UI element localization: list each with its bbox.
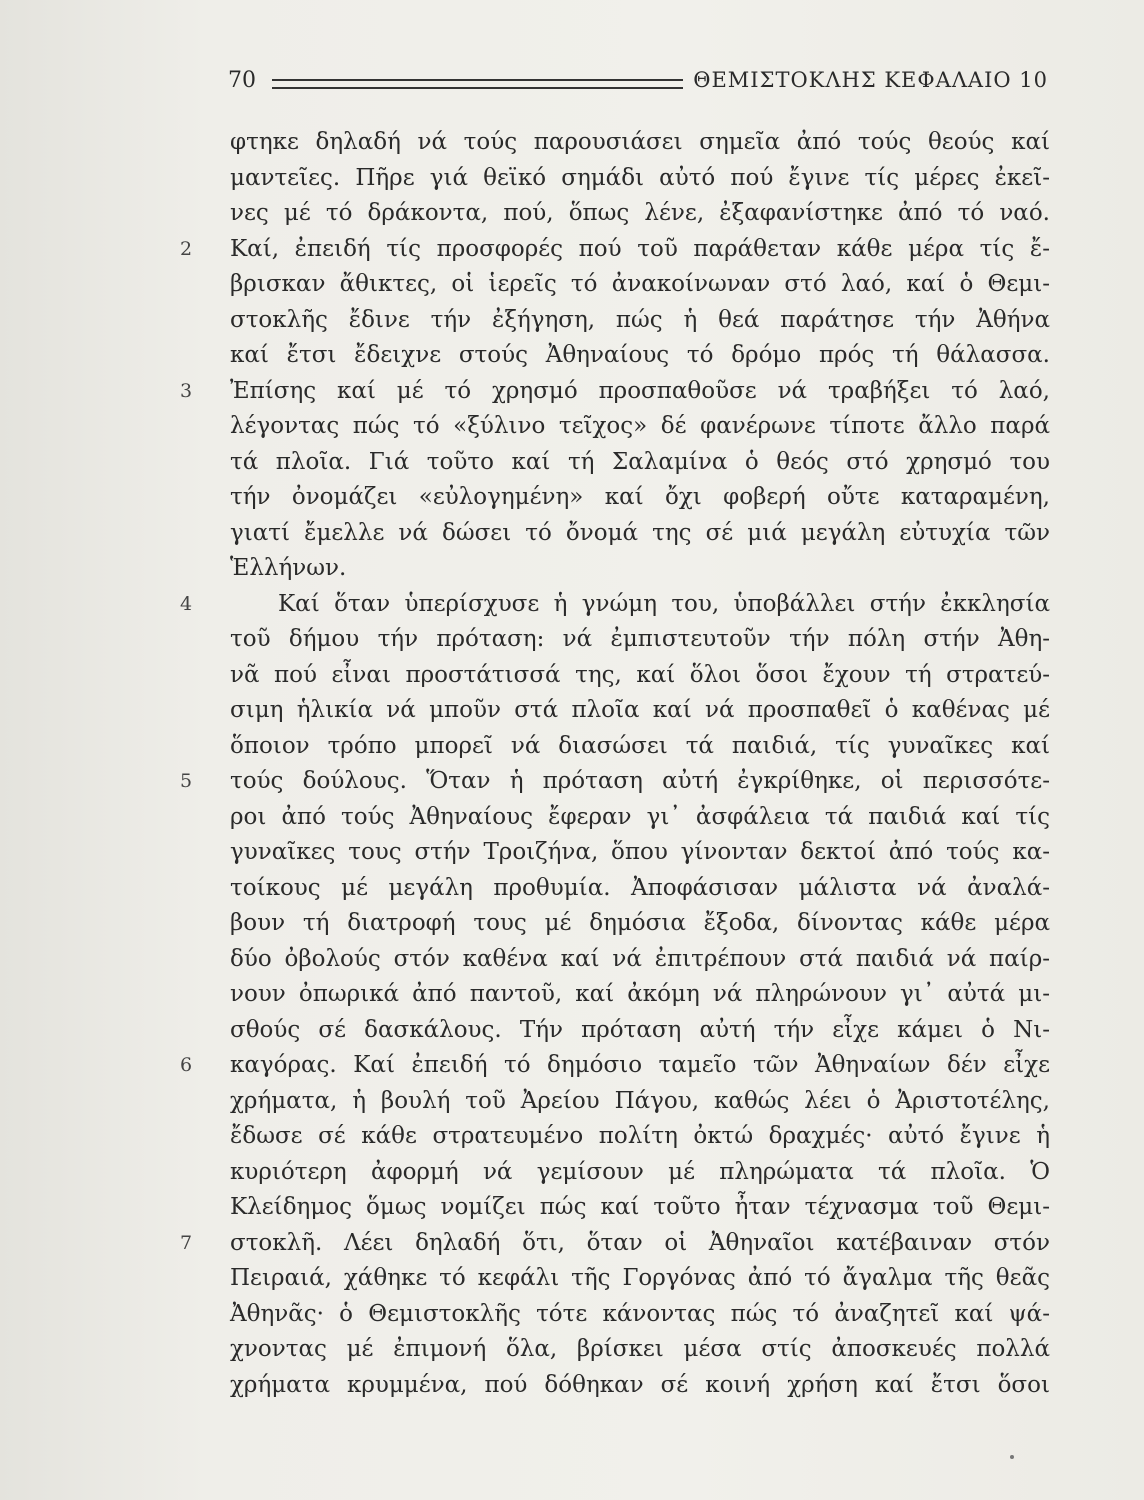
line-text: Καί ὅταν ὑπερίσχυσε ἡ γνώμη του, ὑποβάλλει στήν ἐκκλησία [278, 590, 1050, 617]
line-text: σθούς σέ δασκάλους. Τήν πρόταση αὐτή τήν εἶχε κάμει ὁ Νι- [230, 1016, 1050, 1043]
text-line [180, 835, 1080, 871]
text-line [180, 232, 1080, 268]
line-text: νουν ὀπωρικά ἀπό παντοῦ, καί ἀκόμη νά πληρώνουν γι᾿ αὐτά μι- [230, 981, 1050, 1007]
line-text: Ἐπίσης καί μέ τό χρησμό προσπαθοῦσε νά τραβήξει τό λαό, [230, 377, 1050, 404]
line-text: Καί, ἐπειδή τίς προσφορές πού τοῦ παράθεταν κάθε μέρα τίς ἔ- [230, 235, 1050, 262]
text-line [180, 729, 1080, 765]
text-line [180, 480, 1080, 516]
text-line [180, 1368, 1080, 1404]
line-text: τούς δούλους. Ὅταν ἡ πρόταση αὐτή ἐγκρίθηκε, οἱ περισσότε- [230, 768, 1050, 794]
line-text: τοίκους μέ μεγάλη προθυμία. Ἀποφάσισαν μάλιστα νά ἀναλά- [230, 874, 1050, 901]
text-line [180, 871, 1080, 907]
margin-section-number: 3 [180, 379, 193, 402]
text-line [180, 800, 1080, 836]
line-text: ροι ἀπό τούς Ἀθηναίους ἔφεραν γι᾿ ἀσφάλεια τά παιδιά καί τίς [230, 803, 1050, 830]
line-text: χνοντας μέ ἐπιμονή ὅλα, βρίσκει μέσα στίς ἀποσκευές πολλά [230, 1336, 1050, 1362]
margin-section-number: 2 [180, 237, 193, 260]
text-line [180, 551, 1080, 587]
text-line [180, 942, 1080, 978]
line-text: Ἑλλήνων. [230, 555, 347, 581]
body-text [180, 125, 1080, 1403]
page-number: 70 [228, 67, 256, 93]
text-line [180, 1084, 1080, 1120]
text-line [180, 1226, 1080, 1262]
line-text: μαντεῖες. Πῆρε γιά θεϊκό σημάδι αὐτό πού ἔγινε τίς μέρες ἐκεῖ- [230, 164, 1050, 191]
line-text: Πειραιά, χάθηκε τό κεφάλι τῆς Γοργόνας ἀπό τό ἄγαλμα τῆς θεᾶς [230, 1265, 1050, 1291]
text-line [180, 622, 1080, 658]
header-rule [272, 79, 683, 89]
text-line [180, 1190, 1080, 1226]
chapter-title: ΘΕΜΙΣΤΟΚΛΗΣ ΚΕΦΑΛΑΙΟ 10 [693, 68, 1048, 92]
text-line [180, 764, 1080, 800]
running-header [228, 60, 1048, 100]
line-text: λέγοντας πώς τό «ξύλινο τεῖχος» δέ φανέρωνε τίποτε ἄλλο παρά [230, 413, 1050, 439]
line-text: βουν τή διατροφή τους μέ δημόσια ἔξοδα, δίνοντας κάθε μέρα [230, 910, 1050, 936]
line-text: χρήματα κρυμμένα, πού δόθηκαν σέ κοινή χρήση καί ἔτσι ὅσοι [230, 1371, 1050, 1398]
text-line [180, 516, 1080, 552]
line-text: Ἀθηνᾶς· ὁ Θεμιστοκλῆς τότε κάνοντας πώς τό ἀναζητεῖ καί ψά- [230, 1300, 1050, 1327]
text-line [180, 1155, 1080, 1191]
line-text: καγόρας. Καί ἐπειδή τό δημόσιο ταμεῖο τῶν Ἀθηναίων δέν εἶχε [230, 1052, 1050, 1078]
margin-section-number: 5 [180, 770, 193, 792]
line-text: χρήματα, ἡ βουλή τοῦ Ἀρείου Πάγου, καθώς λέει ὁ Ἀριστοτέλης, [230, 1087, 1050, 1114]
line-text: ἔδωσε σέ κάθε στρατευμένο πολίτη ὀκτώ δραχμές· αὐτό ἔγινε ἡ [230, 1123, 1050, 1149]
margin-section-number: 6 [180, 1054, 193, 1076]
text-line [180, 409, 1080, 445]
margin-section-number: 4 [180, 592, 193, 615]
margin-section-number: 7 [180, 1231, 193, 1254]
line-text: γιατί ἔμελλε νά δώσει τό ὄνομά της σέ μιά μεγάλη εὐτυχία τῶν [230, 519, 1050, 546]
line-text: στοκλῆς ἔδινε τήν ἐξήγηση, πώς ἡ θεά παράτησε τήν Ἀθήνα [230, 306, 1050, 333]
text-line [180, 693, 1080, 729]
line-text: τοῦ δήμου τήν πρόταση: νά ἐμπιστευτοῦν τήν πόλη στήν Ἀθη- [230, 626, 1050, 652]
line-text: νᾶ πού εἶναι προστάτισσά της, καί ὅλοι ὅσοι ἔχουν τή στρατεύ- [230, 661, 1050, 688]
text-line [180, 587, 1080, 623]
text-line [180, 1261, 1080, 1297]
text-line [180, 1119, 1080, 1155]
text-line [180, 125, 1080, 161]
text-line [180, 1332, 1080, 1368]
text-line [180, 196, 1080, 232]
text-line [180, 906, 1080, 942]
line-text: κυριότερη ἀφορμή νά γεμίσουν μέ πληρώματα τά πλοῖα. Ὁ [230, 1158, 1050, 1185]
line-text: τά πλοῖα. Γιά τοῦτο καί τή Σαλαμίνα ὁ θεός στό χρησμό του [230, 448, 1050, 475]
text-line [180, 445, 1080, 481]
text-line [180, 977, 1080, 1013]
line-text: νες μέ τό δράκοντα, πού, ὅπως λένε, ἐξαφανίστηκε ἀπό τό ναό. [230, 200, 1050, 226]
text-line [180, 1048, 1080, 1084]
line-text: τήν ὀνομάζει «εὐλογημένη» καί ὄχι φοβερή οὔτε καταραμένη, [230, 484, 1050, 510]
line-text: στοκλῆ. Λέει δηλαδή ὅτι, ὅταν οἱ Ἀθηναῖοι κατέβαιναν στόν [230, 1229, 1050, 1256]
line-text: γυναῖκες τους στήν Τροιζήνα, ὅπου γίνονταν δεκτοί ἀπό τούς κα- [230, 839, 1050, 865]
line-text: σιμη ἡλικία νά μποῦν στά πλοῖα καί νά προσπαθεῖ ὁ καθένας μέ [230, 697, 1050, 723]
line-text: Κλείδημος ὅμως νομίζει πώς καί τοῦτο ἦταν τέχνασμα τοῦ Θεμι- [230, 1194, 1050, 1220]
text-line [180, 267, 1080, 303]
text-line [180, 658, 1080, 694]
text-line [180, 338, 1080, 374]
text-line [180, 161, 1080, 197]
line-text: δύο ὀβολούς στόν καθένα καί νά ἐπιτρέπουν στά παιδιά νά παίρ- [230, 945, 1050, 972]
text-line [180, 374, 1080, 410]
line-text: ὅποιον τρόπο μπορεῖ νά διασώσει τά παιδιά, τίς γυναῖκες καί [230, 732, 1050, 759]
text-line [180, 1013, 1080, 1049]
line-text: φτηκε δηλαδή νά τούς παρουσιάσει σημεῖα ἀπό τούς θεούς καί [230, 129, 1050, 155]
text-line [180, 1297, 1080, 1333]
text-line [180, 303, 1080, 339]
line-text: καί ἔτσι ἔδειχνε στούς Ἀθηναίους τό δρόμο πρός τή θάλασσα. [230, 342, 1050, 368]
line-text: βρισκαν ἄθικτες, οἱ ἱερεῖς τό ἀνακοίνωναν στό λαό, καί ὁ Θεμι- [230, 271, 1050, 297]
page-speck [1010, 1455, 1014, 1459]
